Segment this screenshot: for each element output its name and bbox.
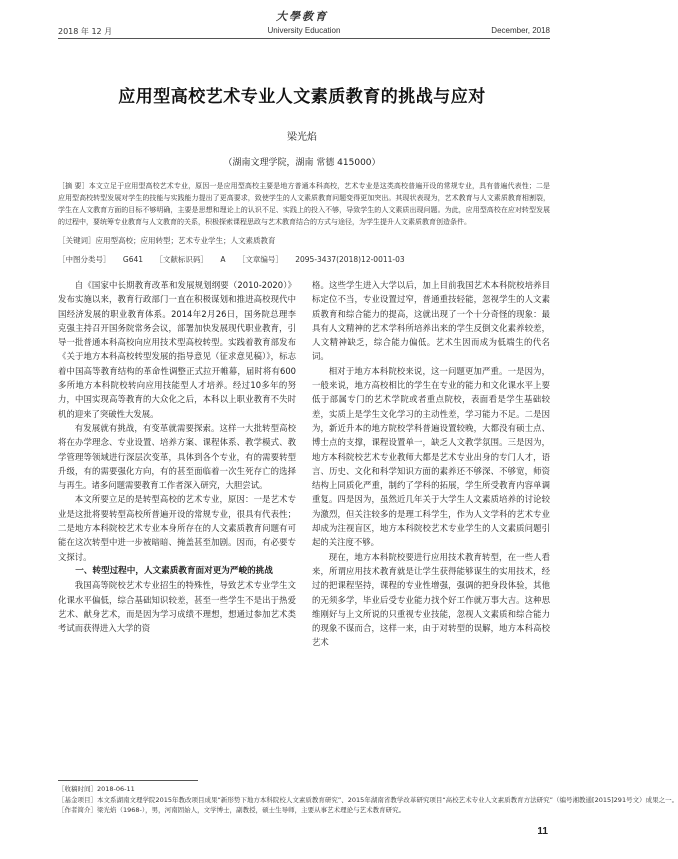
header-rule	[58, 38, 550, 39]
page-number: 11	[537, 826, 548, 837]
doc-code-value: A	[220, 255, 226, 264]
footnote-author-bio: ［作者简介］梁光焰（1968-），男，河南固始人，文学博士，副教授，硕士生导师，主要从事艺术理论与艺术教育研究。	[58, 806, 406, 814]
article-title: 应用型高校艺术专业人文素质教育的挑战与应对	[118, 87, 486, 107]
body-paragraph: 本文所要立足的是转型高校的艺术专业，原因：一是艺术专业是这批将要转型高校所普遍开设的常规专业，很具有代表性；二是地方本科院校艺术专业本身所存在的人文素质教育问题有可能在这次转型中进一步被暗暗、掩盖甚至加剧。因而，有必要专文探讨。	[58, 494, 296, 562]
doc-code-label: ［文献标识码］	[155, 255, 208, 264]
running-head-journal-en: University Education	[267, 26, 341, 35]
section-heading: 一、转型过程中，人文素质教育面对更为严峻的挑战	[75, 565, 273, 576]
body-column-right	[312, 278, 550, 773]
body-paragraph: 自《国家中长期教育改革和发展规划纲要（2010-2020）》发布实施以来，教育行政部门一直在积极谋划和推进高校现代中国经济发展的职业教育体系。2014年2月26日，国务院总理李克强主持召开国务院常务会议，部署加快发展现代职业教育，引导一批普通本科高校向应用技术型高校转型。实践着教育部发布《关于地方本科高校转型发展的指导意见（征求意见稿）》，标志着中国高等教育结构的革命性调整正式拉开帷幕，届时将有600多所地方本科院校转向应用技能型人才培养。经过10多年的努力，中国实现高等教育的大众化之后，本科以上职业教育不失时机的迎来了突破性大发展。	[58, 280, 296, 419]
article-id-value: 2095-3437(2018)12-0011-03	[295, 255, 405, 264]
body-paragraph: 格。这些学生进入大学以后，加上目前我国艺术本科院校培养目标定位不当，专业设置过窄，普通重技轻能，忽视学生的人文素质教育和综合能力的提高，这就出现了一个十分奇怪的现象：最具有人文精神的艺术学科所培养出来的学生反倒文化素养较差，人文精神缺乏，综合能力偏低。艺术生因而成为低端生的代名词。	[312, 280, 550, 362]
footnote-received: ［收稿时间］2018-06-11	[58, 785, 135, 793]
body-paragraph: 相对于地方本科院校来说，这一问题更加严重。一是因为，一般来说，地方高校相比的学生在专业的能力和文化课水平上要低于部属专门的艺术学院或者重点院校，表面看是学生基础较差，实质上是学生文化学习的主动性差，学习能力不足。二是因为，新近升本的地方院校学科普遍设置较晚，大都没有硕士点、博士点的支撑，课程设置单一，缺乏人文教学氛围。三是因为，地方本科院校艺术专业教师大都是艺术专业出身的专门人才，语言、历史、文化和科学知识方面的素养还不够深、不够宽，师资结构上同质化严重，制约了学科的拓展，学生所受教育内容单调重复。四是因为，虽然近几年关于大学生人文素质培养的讨论较为激烈，但关注较多的是理工科学生，作为人文学科的艺术专业却成为注视盲区，地方本科院校艺术专业学生的人文素质问题引起的关注度不够。	[312, 365, 550, 548]
clc-value: G641	[122, 255, 144, 264]
body-paragraph: 我国高等院校艺术专业招生的特殊性，导致艺术专业学生文化课水平偏低，综合基础知识较差，甚至一些学生不是出于热爱艺术、献身艺术，而是因为学习成绩不理想，想通过参加艺术类考试而获得进入大学的资	[58, 580, 296, 634]
footnote-funding: ［基金项目］本文系湖南文理学院2015年教改项目成果“新形势下地方本科院校人文素质教育研究”、2015年湖南省教学改革研究项目“高校艺术专业人文素质教育方法研究”（编号湘教通[2015]291号文）成果之一。	[58, 795, 678, 804]
body-column-left	[58, 278, 296, 773]
abstract: ［摘 要］本文立足于应用型高校艺术专业，原因一是应用型高校主要是地方普通本科高校，艺术专业是这类高校普遍开设的常规专业，具有普遍代表性；二是应用型高校转型发展对学生的技能与实践能力提出了更高要求，致使学生的人文素质教育问题变得更加突出。其现状表现为，艺术教育与人文素质教育相割裂，学生在人文教育方面的目标不够明确，主要是思想和理论上的认识不足、实践上的投入不够，导致学生的人文素质出现问题。为此，应用型高校在应对转型发展的过程中，要统筹专业教育与人文教育的关系，积极探索课程思政与艺术教育结合的方式与途径，为学生提升人文素质教育创造条件。	[58, 182, 550, 226]
author-affiliation: （湖南文理学院，湖南 常德 415000）	[223, 158, 381, 168]
body-paragraph: 有发展就有挑战，有变革就需要探索。这样一大批转型高校将在办学理念、专业设置、培养方案、课程体系、教学模式、教学管理等领域进行深层次变革，具体到各个专业，有的需要转型升级，有的需要强化方向，有的甚至面临着一次生死存亡的选择与再生。诸多问题需要教育工作者深入研究，大胆尝试。	[58, 422, 296, 491]
footnotes	[58, 784, 678, 816]
article-author: 梁光焰	[287, 132, 317, 143]
running-head-date-cn: 2018 年 12 月	[58, 27, 113, 36]
body-paragraph: 现在，地方本科院校要进行应用技术教育转型，在一些人看来，所谓应用技术教育就是让学生获得能够谋生的实用技术，经过的把课程坚持，课程的专业性增强，强调的把身段体验，其他的无须多学，毕业后受专业能力找个好工作就万事大吉。这种思维刚好与上文所说的只重视专业技能，忽视人文素质和综合能力的现象不谋而合，这样一来，由于对转型的误解，地方本科高校艺术	[312, 551, 550, 648]
classification-line	[58, 254, 550, 265]
footnote-rule	[58, 780, 198, 781]
clc-label: ［中图分类号］	[58, 255, 111, 264]
running-head-date-en: December, 2018	[491, 26, 550, 35]
keywords: ［关键词］应用型高校；应用转型；艺术专业学生；人文素质教育	[58, 236, 276, 245]
journal-logo: 大學教育	[276, 10, 328, 23]
article-id-label: ［文章编号］	[237, 255, 283, 264]
